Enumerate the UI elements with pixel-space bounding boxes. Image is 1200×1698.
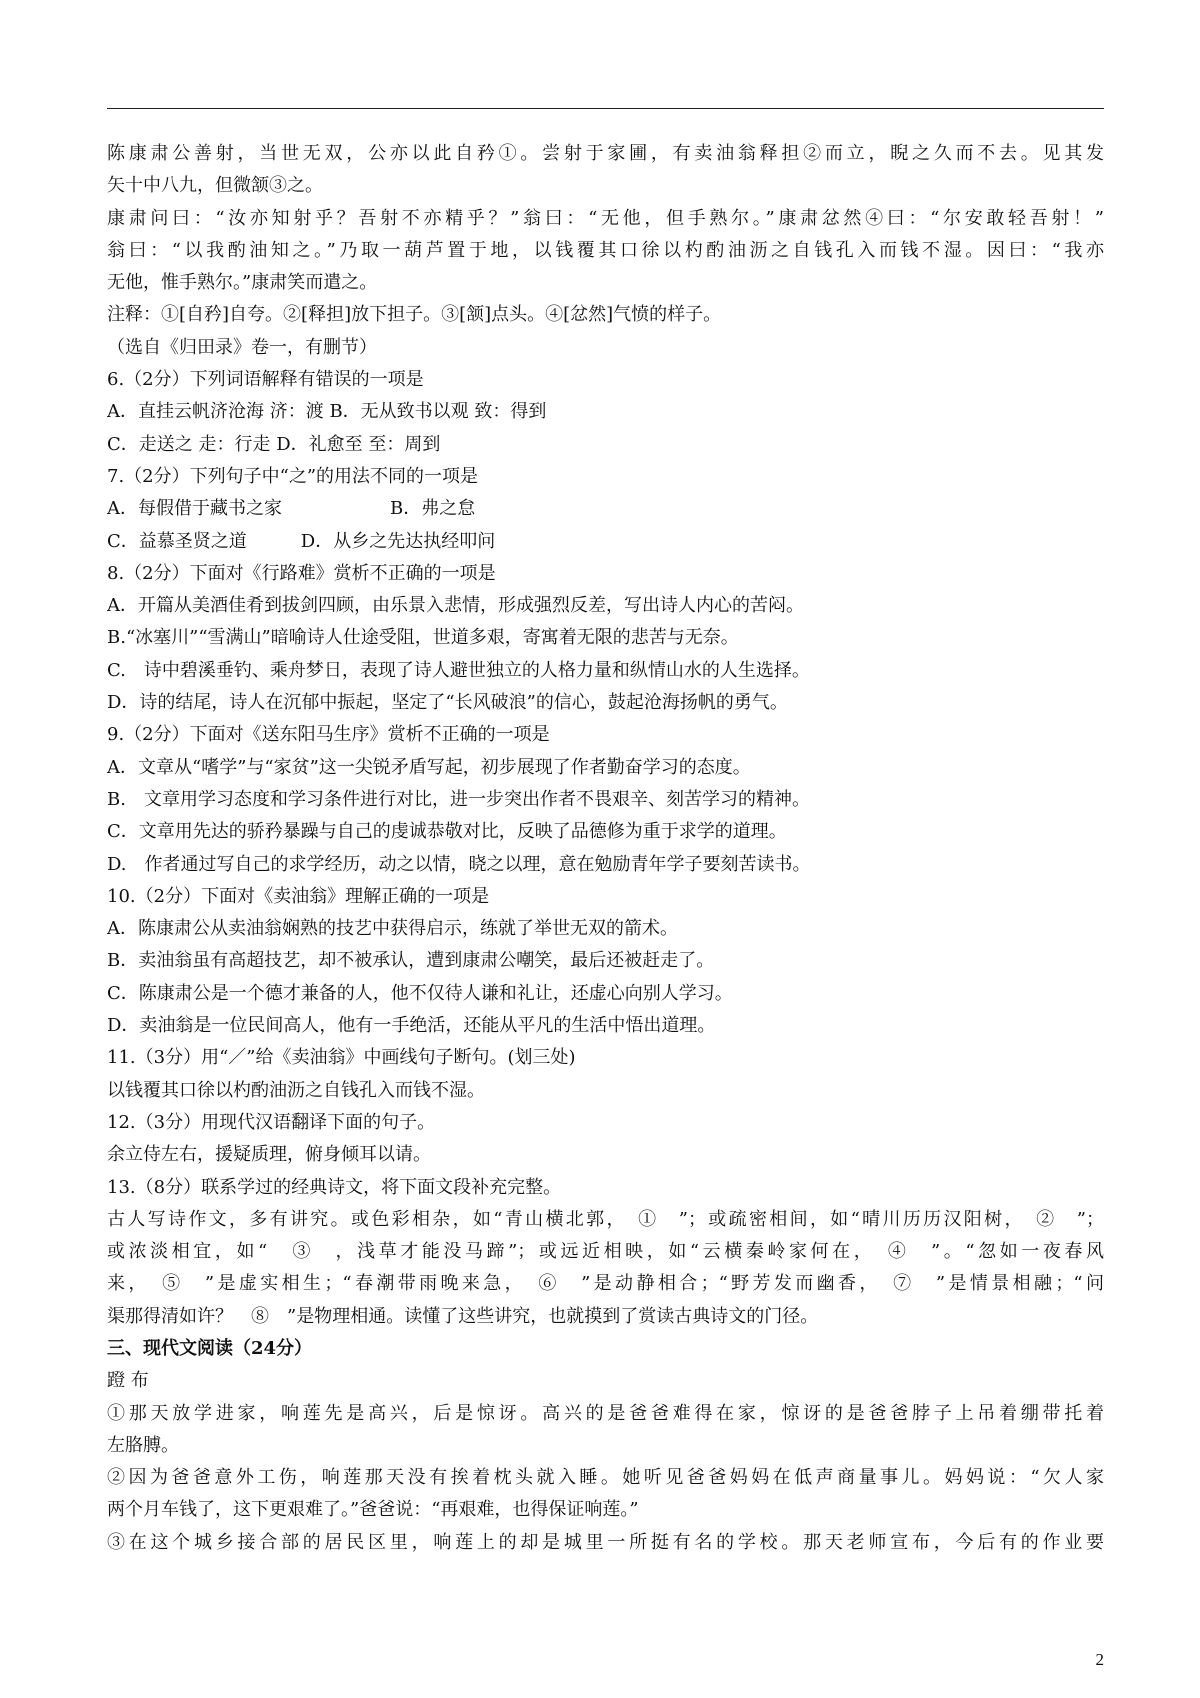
question-option: C．陈康肃公是一个德才兼备的人，他不仅待人谦和礼让，还虚心向别人学习。	[107, 982, 733, 1004]
question-stem: 13.（8分）联系学过的经典诗文，将下面文段补充完整。	[107, 1176, 562, 1198]
question-text: 渠那得清如许？ ⑧ ”是物理相通。读懂了这些讲究，也就摸到了赏读古典诗文的门径。	[107, 1305, 819, 1327]
question-option: C．走送之 走：行走 D．礼愈至 至：周到	[107, 433, 441, 455]
question-text: 或浓淡相宜，如“ ③ ，浅草才能没马蹄”；或远近相映，如“云横秦岭家何在， ④ ”。“忽如一夜春风	[107, 1241, 1104, 1263]
question-option: C．文章用先达的骄矜暴躁与自己的虔诚恭敬对比，反映了品德修为重于求学的道理。	[107, 821, 787, 843]
section-heading: 三、现代文阅读（24分）	[107, 1337, 313, 1359]
question-option: C. 诗中碧溪垂钓、乘舟梦日，表现了诗人避世独立的人格力量和纵情山水的人生选择。	[107, 659, 810, 681]
passage-note: 注释：①[自矜]自夸。②[释担]放下担子。③[颔]点头。④[忿然]气愤的样子。	[107, 304, 722, 326]
question-option: A．开篇从美酒佳肴到拔剑四顾，由乐景入悲情，形成强烈反差，写出诗人内心的苦闷。	[107, 595, 804, 617]
article-line: ②因为爸爸意外工伤，响莲那天没有挨着枕头就入睡。她听见爸爸妈妈在低声商量事儿。妈妈说：“欠人家	[107, 1467, 1104, 1489]
question-option: A．直挂云帆济沧海 济：渡 B．无从致书以观 致：得到	[107, 401, 547, 423]
page-number: 2	[1095, 1650, 1104, 1669]
question-stem: 6.（2分）下列词语解释有错误的一项是	[107, 369, 424, 391]
question-option: B．卖油翁虽有高超技艺，却不被承认，遭到康肃公嘲笑，最后还被赶走了。	[107, 950, 715, 972]
question-text: 来， ⑤ ”是虚实相生；“春潮带雨晚来急， ⑥ ”是动静相合；“野芳发而幽香， ⑦ ”是情景相融；“问	[107, 1273, 1104, 1295]
question-stem: 7.（2分）下列句子中“之”的用法不同的一项是	[107, 465, 479, 487]
passage-line: 陈康肃公善射，当世无双，公亦以此自矜①。尝射于家圃，有卖油翁释担②而立，睨之久而不去。见其发	[107, 143, 1104, 164]
passage-line: 无他，惟手熟尔。”康肃笑而遣之。	[107, 272, 378, 294]
question-stem: 8.（2分）下面对《行路难》赏析不正确的一项是	[107, 562, 496, 584]
article-title: 蹬 布	[107, 1370, 149, 1392]
question-option: B. 文章用学习态度和学习条件进行对比，进一步突出作者不畏艰辛、刻苦学习的精神。	[107, 788, 810, 810]
question-option: D．卖油翁是一位民间高人，他有一手绝活，还能从平凡的生活中悟出道理。	[107, 1015, 716, 1037]
question-stem: 12.（3分）用现代汉语翻译下面的句子。	[107, 1111, 436, 1133]
question-option: A．文章从“嗜学”与“家贫”这一尖锐矛盾写起，初步展现了作者勤奋学习的态度。	[107, 756, 751, 778]
article-line: 两个月车钱了，这下更艰难了。”爸爸说：“再艰难，也得保证响莲。”	[107, 1499, 639, 1521]
article-line: ③在这个城乡接合部的居民区里，响莲上的却是城里一所挺有名的学校。那天老师宣布，今后有的作业要	[107, 1531, 1104, 1553]
question-stem: 10.（2分）下面对《卖油翁》理解正确的一项是	[107, 885, 490, 907]
question-option: C．益慕圣贤之道 D．从乡之先达执经叩问	[107, 530, 496, 552]
page-content	[107, 138, 1104, 1559]
question-text: 余立侍左右，援疑质理，俯身倾耳以请。	[107, 1144, 431, 1166]
article-line: ①那天放学进家，响莲先是高兴，后是惊讶。高兴的是爸爸难得在家，惊讶的是爸爸脖子上吊着绷带托着	[107, 1402, 1104, 1424]
question-option: A．陈康肃公从卖油翁娴熟的技艺中获得启示，练就了举世无双的箭术。	[107, 918, 678, 940]
question-option: D. 作者通过写自己的求学经历，动之以情，晓之以理，意在勉励青年学子要刻苦读书。	[107, 853, 811, 875]
header-rule	[107, 108, 1104, 109]
passage-line: 翁曰：“以我酌油知之。”乃取一葫芦置于地，以钱覆其口徐以杓酌油沥之自钱孔入而钱不湿。因曰：“我亦	[107, 239, 1104, 261]
question-option: B.“冰塞川”“雪满山”暗喻诗人仕途受阻，世道多艰，寄寓着无限的悲苦与无奈。	[107, 627, 739, 649]
question-option: A．每假借于藏书之家 B．弗之怠	[107, 498, 476, 520]
question-option: D．诗的结尾，诗人在沉郁中振起，坚定了“长风破浪”的信心，鼓起沧海扬帆的勇气。	[107, 692, 788, 714]
passage-line: 矢十中八九，但微颔③之。	[107, 175, 323, 197]
passage-line: 康肃问曰：“汝亦知射乎？吾射不亦精乎？”翁曰：“无他，但手熟尔。”康肃忿然④曰：“尔安敢轻吾射！”	[107, 207, 1104, 229]
question-stem: 11.（3分）用“／”给《卖油翁》中画线句子断句。(划三处)	[107, 1047, 576, 1069]
article-line: 左胳膊。	[107, 1434, 179, 1456]
question-text: 以钱覆其口徐以杓酌油沥之自钱孔入而钱不湿。	[107, 1079, 485, 1101]
passage-source: （选自《归田录》卷一，有删节）	[107, 336, 377, 358]
question-stem: 9.（2分）下面对《送东阳马生序》赏析不正确的一项是	[107, 724, 550, 746]
question-text: 古人写诗作文，多有讲究。或色彩相杂，如“青山横北郭， ① ”；或疏密相间，如“晴川历历汉阳树， ② ”；	[107, 1208, 1104, 1230]
